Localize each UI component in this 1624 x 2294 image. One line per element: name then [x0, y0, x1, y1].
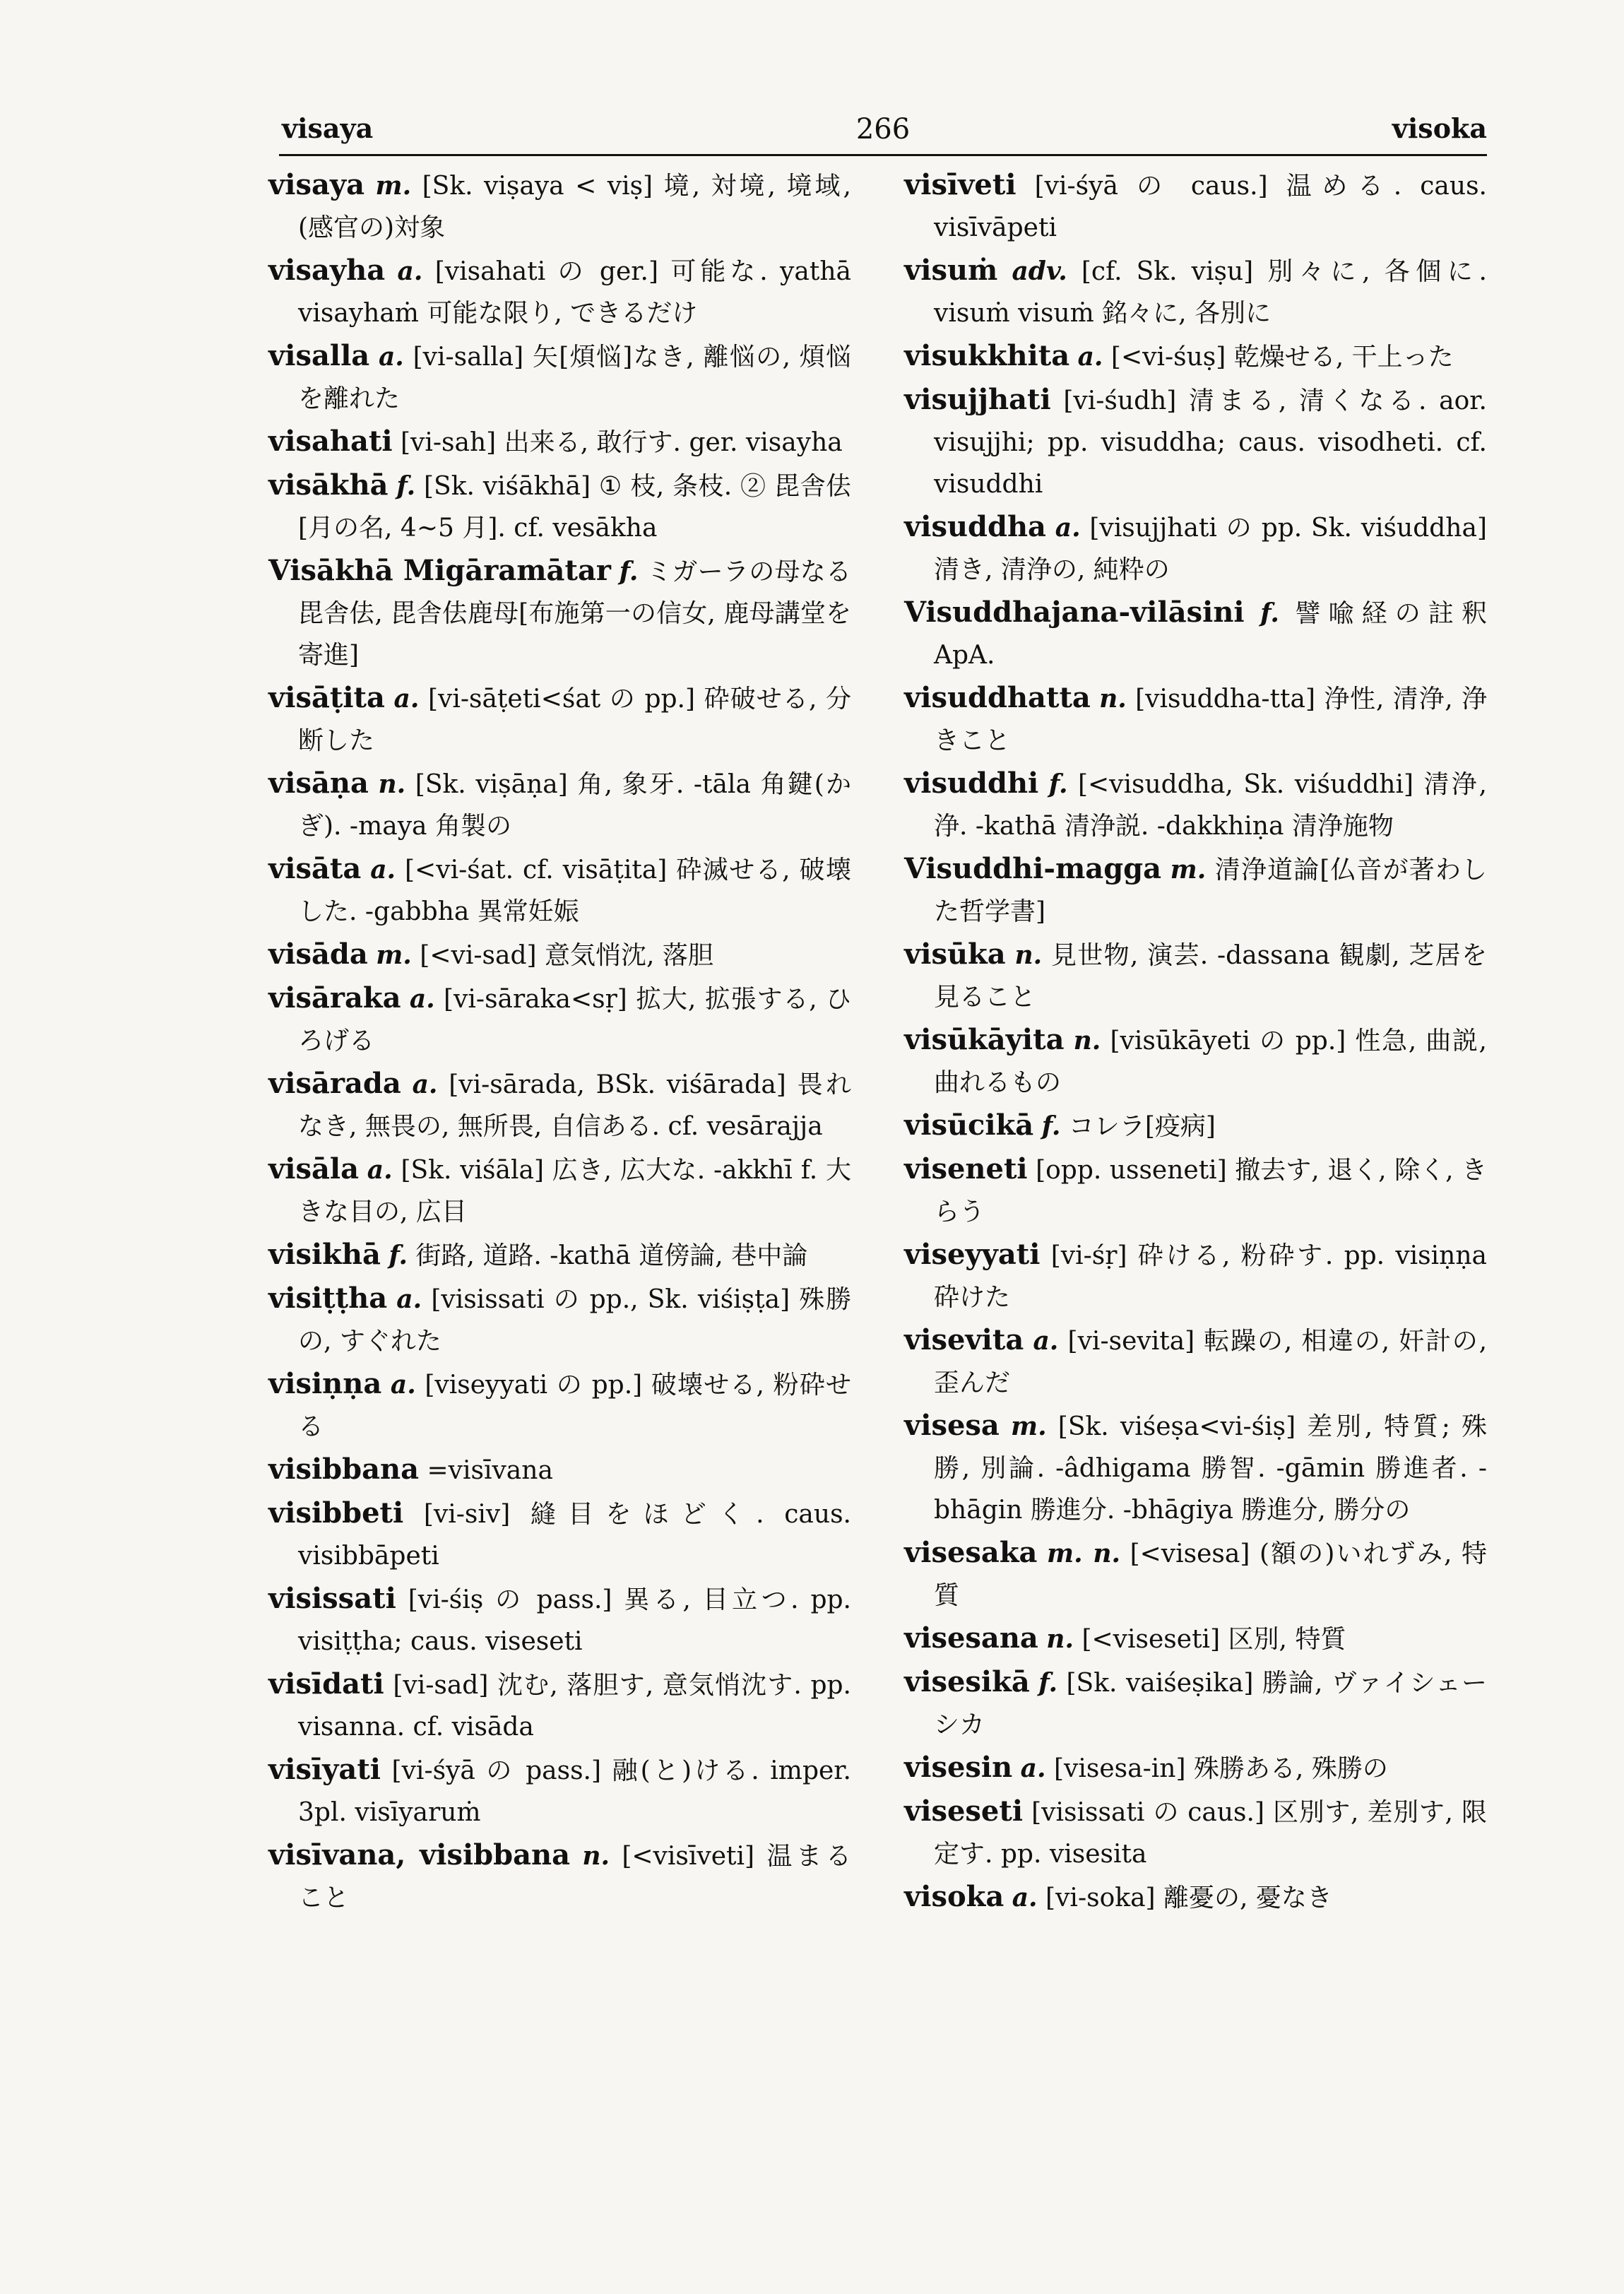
entry-definition: [vi-śyā の caus.] 温める. caus. visīvāpeti — [934, 172, 1487, 242]
entry-definition: [vi-siv] 縫目をほどく. caus. visibbāpeti — [298, 1500, 851, 1571]
entry-grammar-label: m. — [375, 171, 412, 201]
entry-grammar-label: m. — [1170, 855, 1207, 885]
dictionary-entry — [268, 164, 851, 249]
dictionary-entry — [268, 1063, 851, 1147]
entry-definition: [viseyyati の pp.] 破壊せる, 粉砕せる — [298, 1371, 852, 1441]
entry-headword: visesin — [904, 1751, 1013, 1784]
entry-headword: visuddha — [904, 510, 1046, 543]
entry-headword: Visākhā Migāramātar — [268, 554, 611, 587]
dictionary-entry — [268, 550, 851, 676]
dictionary-entry — [904, 1104, 1487, 1147]
entry-grammar-label: a. — [390, 1370, 416, 1400]
entry-definition: [vi-śudh] 清まる, 清くなる. aor. visujjhi; pp. visuddha; caus. visodheti. cf. visuddhi — [934, 386, 1487, 499]
entry-definition: =visīvana — [427, 1456, 553, 1485]
entry-headword: visiṭṭha — [268, 1282, 388, 1315]
entry-headword: visūka — [904, 938, 1006, 971]
entry-headword: visūcikā — [904, 1108, 1034, 1142]
entry-grammar-label: f. — [1260, 598, 1279, 628]
entry-grammar-label: f. — [1041, 1111, 1061, 1141]
entry-definition: [<vi-śuṣ] 乾燥せる, 干上った — [1110, 343, 1454, 372]
dictionary-entry — [268, 1749, 851, 1833]
dictionary-entry — [904, 1661, 1487, 1746]
right-running-headword: visoka — [1392, 112, 1487, 144]
dictionary-entry — [904, 1234, 1487, 1318]
entry-grammar-label: n. — [1073, 1026, 1101, 1056]
entry-headword: visārada — [268, 1067, 401, 1100]
entry-definition: [Sk. viṣaya < viṣ] 境, 対境, 境域, (感官の)対象 — [298, 172, 851, 242]
entry-headword: visesaka — [904, 1536, 1038, 1569]
entry-headword: visīdati — [268, 1667, 384, 1701]
entry-grammar-label: f. — [619, 557, 639, 586]
entry-grammar-label: a. — [412, 1070, 438, 1099]
entry-headword: visalla — [268, 339, 370, 372]
entry-definition: [vi-śyā の pass.] 融(と)ける. imper. 3pl. visīyaruṁ — [298, 1756, 851, 1827]
page-header — [279, 105, 1487, 154]
entry-grammar-label: f. — [396, 471, 416, 501]
entry-grammar-label: m. n. — [1047, 1539, 1121, 1568]
entry-headword: viseneti — [904, 1152, 1028, 1186]
entry-headword: visahati — [268, 425, 393, 458]
entry-grammar-label: n. — [1046, 1624, 1074, 1654]
entry-headword: visāta — [268, 852, 362, 885]
entry-headword: viseseti — [904, 1795, 1024, 1828]
entry-grammar-label: a. — [1033, 1326, 1059, 1356]
entry-grammar-label: m. — [376, 940, 412, 970]
entry-headword: visūkāyita — [904, 1023, 1065, 1056]
entry-grammar-label: n. — [1099, 684, 1127, 714]
entry-headword: viseyyati — [904, 1238, 1041, 1271]
entry-headword: visākhā — [268, 468, 389, 502]
entry-definition: [visissati の pp., Sk. viśiṣṭa] 殊勝の, すぐれた — [298, 1285, 851, 1356]
dictionary-entry — [904, 1319, 1487, 1404]
entry-definition: 街路, 道路. -kathā 道傍論, 巷中論 — [415, 1241, 808, 1270]
dictionary-entry — [268, 1363, 851, 1448]
dictionary-entry — [904, 1790, 1487, 1875]
left-running-headword: visaya — [282, 112, 374, 144]
entry-headword: visevita — [904, 1323, 1024, 1356]
dictionary-entry — [904, 1532, 1487, 1616]
entry-definition: [vi-sad] 沈む, 落胆す, 意気悄沈す. pp. visanna. cf. visāda — [298, 1671, 851, 1742]
entry-definition: [vi-śṛ] 砕ける, 粉砕す. pp. visiṇṇa 砕けた — [934, 1241, 1487, 1312]
entry-definition: [Sk. viśākhā] ① 枝, 条枝. ② 毘舎佉[月の名, 4~5 月]. cf. vesākha — [298, 472, 851, 543]
entry-definition: [opp. usseneti] 撤去す, 退く, 除く, きらう — [934, 1156, 1487, 1226]
entry-headword: visīvana, visibbana — [268, 1838, 571, 1872]
dictionary-entry — [904, 506, 1487, 591]
entry-headword: visayha — [268, 254, 386, 287]
entry-headword: visuṁ — [904, 254, 998, 287]
dictionary-entry — [268, 1492, 851, 1577]
entry-definition: 譬喩経の註釈 ApA. — [934, 599, 1487, 670]
entry-headword: visiṇṇa — [268, 1367, 382, 1400]
dictionary-entry — [268, 977, 851, 1062]
dictionary-entry — [904, 1405, 1487, 1531]
entry-definition: [visūkāyeti の pp.] 性急, 曲説, 曲れるもの — [934, 1027, 1488, 1097]
entry-headword: visibbeti — [268, 1496, 404, 1530]
dictionary-entry — [268, 1448, 851, 1491]
entry-definition: [<vi-śat. cf. visāṭita] 砕滅せる, 破壊した. -gabbha 異常妊娠 — [298, 856, 852, 926]
entry-definition: [cf. Sk. viṣu] 別々に, 各個に. visuṁ visuṁ 銘々に, 各別に — [934, 257, 1487, 328]
entry-headword: visissati — [268, 1582, 396, 1615]
entry-grammar-label: f. — [1048, 769, 1068, 799]
entry-definition: [<vi-sad] 意気悄沈, 落胆 — [420, 941, 713, 970]
entry-grammar-label: a. — [367, 1155, 393, 1185]
entry-definition: ミガーラの母なる毘舎佉, 毘舎佉鹿母[布施第一の信女, 鹿母講堂を寄進] — [298, 557, 851, 670]
entry-grammar-label: a. — [409, 984, 435, 1014]
dictionary-entry — [268, 464, 851, 549]
entry-grammar-label: a. — [397, 256, 423, 286]
entry-grammar-label: a. — [1012, 1883, 1038, 1912]
entry-definition: [Sk. viṣāṇa] 角, 象牙. -tāla 角鍵(かぎ). -maya 角製の — [298, 770, 851, 841]
entry-grammar-label: a. — [396, 1284, 422, 1314]
dictionary-entry — [904, 1876, 1487, 1919]
entry-grammar-label: n. — [378, 769, 406, 799]
dictionary-entry — [904, 848, 1487, 933]
entry-grammar-label: f. — [1038, 1668, 1058, 1698]
page-number: 266 — [855, 113, 911, 146]
entry-headword: visāṭita — [268, 681, 385, 714]
entry-headword: visikhā — [268, 1238, 381, 1271]
entry-definition: [<visuddha, Sk. viśuddhi] 清浄, 浄. -kathā 清浄説. -dakkhiṇa 清浄施物 — [934, 770, 1487, 841]
dictionary-entry — [904, 1746, 1487, 1790]
dictionary-entry — [268, 1148, 851, 1233]
dictionary-entry — [268, 249, 851, 334]
entry-headword: Visuddhajana-vilāsini — [904, 596, 1245, 629]
entry-grammar-label: a. — [370, 855, 396, 885]
entry-definition: [vi-salla] 矢[煩悩]なき, 離悩の, 煩悩を離れた — [298, 343, 852, 413]
dictionary-entry — [904, 933, 1487, 1018]
dictionary-entry — [904, 677, 1487, 762]
dictionary-entry — [268, 1834, 851, 1919]
entry-definition: [vi-sāṭeti<śat の pp.] 砕破せる, 分断した — [298, 685, 851, 755]
entry-headword: visesana — [904, 1621, 1038, 1655]
entry-headword: visoka — [904, 1880, 1004, 1913]
entry-headword: visāraka — [268, 981, 401, 1015]
dictionary-entry — [268, 335, 851, 420]
entry-definition: 見世物, 演芸. -dassana 観劇, 芝居を見ること — [934, 941, 1488, 1012]
entry-definition: [vi-śiṣ の pass.] 異る, 目立つ. pp. visiṭṭha; caus. viseseti — [298, 1585, 851, 1656]
entry-definition: [visesa-in] 殊勝ある, 殊勝の — [1053, 1754, 1388, 1783]
entry-headword: visāda — [268, 938, 368, 971]
entry-definition: [vi-soka] 離憂の, 憂なき — [1045, 1884, 1332, 1912]
dictionary-entry — [268, 1234, 851, 1277]
entry-definition: [<visesa] (額の)いれずみ, 特質 — [934, 1539, 1487, 1610]
entry-headword: visāṇa — [268, 767, 369, 800]
dictionary-entry — [904, 591, 1487, 676]
dictionary-entry — [268, 1277, 851, 1362]
entry-grammar-label: a. — [393, 684, 420, 714]
dictionary-entry — [268, 677, 851, 762]
dictionary-entry — [268, 762, 851, 847]
entry-grammar-label: a. — [1020, 1754, 1046, 1783]
dictionary-entry — [904, 1148, 1487, 1233]
entry-definition: [vi-sevita] 転躁の, 相違の, 奸計の, 歪んだ — [934, 1327, 1488, 1397]
entry-headword: visīyati — [268, 1753, 381, 1786]
dictionary-entry — [268, 933, 851, 976]
dictionary-entry — [904, 762, 1487, 847]
entry-definition: コレラ[疫病] — [1068, 1112, 1216, 1141]
dictionary-entry — [904, 379, 1487, 505]
entry-grammar-label: m. — [1011, 1412, 1047, 1441]
entry-definition: [vi-sah] 出来る, 敢行す. ger. visayha — [401, 428, 843, 457]
entry-definition: [<visīveti] 温まること — [298, 1842, 852, 1912]
dictionary-entry — [904, 164, 1487, 249]
dictionary-entry — [904, 249, 1487, 334]
entry-grammar-label: n. — [582, 1841, 610, 1871]
header-rule — [279, 154, 1487, 156]
entry-definition: [visuddha-tta] 浄性, 清浄, 浄きこと — [934, 685, 1487, 755]
entry-grammar-label: a. — [1077, 342, 1103, 372]
dictionary-entry — [904, 1019, 1487, 1104]
entry-definition: 清浄道論[仏音が著わした哲学書] — [934, 856, 1487, 926]
entry-definition: [vi-sāraka<sṛ] 拡大, 拡張する, ひろげる — [298, 985, 851, 1056]
entry-headword: visukkhita — [904, 339, 1070, 372]
dictionary-entry — [268, 848, 851, 933]
entry-grammar-label: a. — [378, 342, 404, 372]
entry-definition: [Sk. vaiśeṣika] 勝論, ヴァイシェーシカ — [934, 1669, 1487, 1739]
entry-definition: [visissati の caus.] 区別す, 差別す, 限定す. pp. visesita — [934, 1798, 1487, 1869]
entry-headword: visuddhi — [904, 767, 1039, 800]
dictionary-entry — [268, 1663, 851, 1748]
dictionary-entry — [268, 420, 851, 463]
entry-headword: visujjhati — [904, 383, 1051, 416]
entry-definition: [visahati の ger.] 可能な. yathā visayhaṁ 可能な限り, できるだけ — [298, 257, 851, 328]
entry-grammar-label: n. — [1014, 940, 1043, 970]
entry-definition: [Sk. viśāla] 広き, 広大な. -akkhī f. 大きな目の, 広目 — [298, 1156, 851, 1226]
right-column — [904, 164, 1487, 1920]
dictionary-entry — [904, 335, 1487, 378]
dictionary-entry — [904, 1617, 1487, 1660]
entry-headword: Visuddhi-magga — [904, 852, 1162, 885]
entry-headword: visibbana — [268, 1453, 420, 1486]
entry-headword: visesikā — [904, 1665, 1030, 1698]
entry-grammar-label: f. — [389, 1241, 408, 1270]
entry-definition: [visujjhati の pp. Sk. viśuddha] 清き, 清浄の, 純粋の — [934, 514, 1487, 584]
left-column — [268, 164, 851, 1920]
entry-headword: visaya — [268, 168, 365, 201]
dictionary-entry — [268, 1578, 851, 1662]
entry-headword: visīveti — [904, 168, 1017, 201]
entry-headword: visuddhatta — [904, 681, 1091, 714]
entry-grammar-label: adv. — [1012, 256, 1067, 286]
entry-grammar-label: a. — [1055, 513, 1081, 543]
entry-definition: [Sk. viśeṣa<vi-śiṣ] 差別, 特質; 殊勝, 別論. -âdhigama 勝智. -gāmin 勝進者. -bhāgin 勝進分. -bhāgiya 勝進分, 勝分の — [934, 1412, 1487, 1525]
entry-definition: [<viseseti] 区別, 特質 — [1081, 1625, 1346, 1654]
entry-headword: visesa — [904, 1409, 1000, 1442]
entry-headword: visāla — [268, 1152, 359, 1186]
entry-definition: [vi-sārada, BSk. viśārada] 畏れなき, 無畏の, 無所畏, 自信ある. cf. vesārajja — [298, 1070, 852, 1141]
